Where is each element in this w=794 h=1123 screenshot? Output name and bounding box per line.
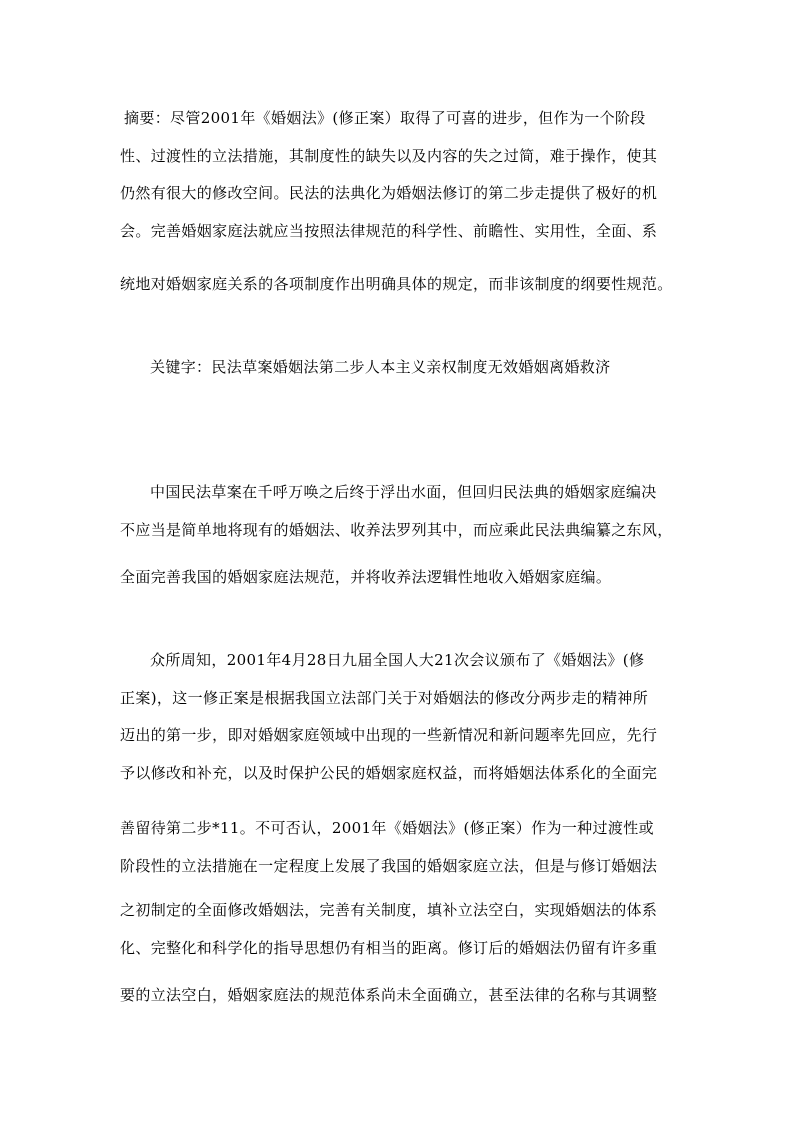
abstract-line: 统地对婚姻家庭关系的各项制度作出明确具体的规定，而非该制度的纲要性规范。 [120, 275, 673, 293]
abstract-line: 摘要：尽管2001年《婚姻法》(修正案）取得了可喜的进步，但作为一个阶段 [124, 109, 646, 127]
abstract-line: 性、过渡性的立法措施，其制度性的缺失以及内容的失之过简，难于操作，使其 [120, 147, 658, 165]
paragraph-line: 迈出的第一步，即对婚姻家庭领域中出现的一些新情况和新问题率先回应，先行 [120, 726, 658, 744]
paragraph-line: 要的立法空白，婚姻家庭法的规范体系尚未全面确立，甚至法律的名称与其调整 [120, 986, 658, 1004]
paragraph-line: 正案)，这一修正案是根据我国立法部门关于对婚姻法的修改分两步走的精神所 [120, 689, 649, 707]
paragraph-line: 全面完善我国的婚姻家庭法规范，并将收养法逻辑性地收入婚姻家庭编。 [120, 568, 612, 586]
abstract-line: 仍然有很大的修改空间。民法的法典化为婚姻法修订的第二步走提供了极好的机 [120, 184, 658, 202]
paragraph-line: 之初制定的全面修改婚姻法，完善有关制度，填补立法空白，实现婚姻法的体系 [120, 901, 658, 919]
keywords-line: 关键字：民法草案婚姻法第二步人本主义亲权制度无效婚姻离婚救济 [150, 358, 611, 376]
paragraph-line: 不应当是简单地将现有的婚姻法、收养法罗列其中，而应乘此民法典编纂之东风， [120, 521, 673, 539]
paragraph-line: 中国民法草案在千呼万唤之后终于浮出水面，但回归民法典的婚姻家庭编决 [150, 483, 657, 501]
paragraph-line: 阶段性的立法措施在一定程度上发展了我国的婚姻家庭立法，但是与修订婚姻法 [120, 857, 658, 875]
paragraph-line: 众所周知，2001年4月28日九届全国人大21次会议颁布了《婚姻法》(修 [150, 651, 645, 669]
paragraph-line: 予以修改和补充，以及时保护公民的婚姻家庭权益，而将婚姻法体系化的全面完 [120, 764, 658, 782]
abstract-line: 会。完善婚姻家庭法就应当按照法律规范的科学性、前瞻性、实用性，全面、系 [120, 222, 658, 240]
paragraph-line: 善留待第二步*11。不可否认，2001年《婚姻法》(修正案）作为一种过渡性或 [120, 819, 654, 837]
paragraph-line: 化、完整化和科学化的指导思想仍有相当的距离。修订后的婚姻法仍留有许多重 [120, 939, 658, 957]
